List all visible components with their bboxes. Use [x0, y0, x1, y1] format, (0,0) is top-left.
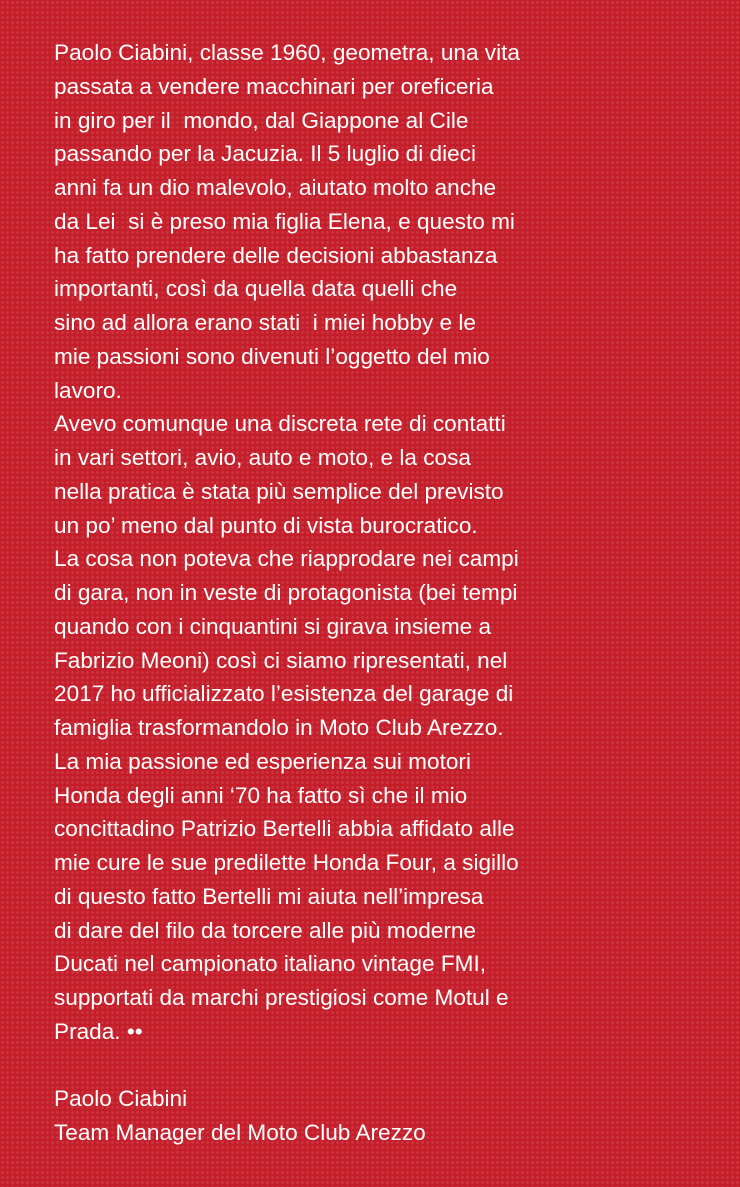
text-line: famiglia trasformandolo in Moto Club Arezzo. [54, 715, 504, 740]
text-line: Honda degli anni ‘70 ha fatto sì che il mio [54, 782, 468, 808]
text-line: Paolo Ciabini, classe 1960, geometra, una vita [54, 40, 520, 65]
text-line: mie cure le sue predilette Honda Four, a sigillo [54, 850, 519, 875]
text-line: Avevo comunque una discreta rete di contatti [54, 411, 506, 437]
text-line: in giro per il mondo, dal Giappone al Cile [54, 107, 469, 133]
text-line: di dare del filo da torcere alle più moderne [54, 917, 477, 943]
text-line: Prada. •• [54, 1018, 143, 1044]
text-line: passando per la Jacuzia. Il 5 luglio di dieci [54, 141, 477, 167]
text-line: quando con i cinquantini si girava insieme a [54, 613, 492, 639]
text-line: passata a vendere macchinari per oreficeria [54, 73, 494, 99]
signature [54, 1082, 726, 1150]
text-line: da Lei si è preso mia figlia Elena, e questo mi [54, 208, 515, 234]
text-line: anni fa un dio malevolo, aiutato molto anche [54, 175, 497, 200]
signature-name: Paolo Ciabini [54, 1086, 188, 1112]
text-line: ha fatto prendere delle decisioni abbastanza [54, 242, 498, 268]
paragraph-spacer [54, 1049, 726, 1083]
text-line: La cosa non poteva che riapprodare nei campi [54, 546, 519, 572]
text-line: mie passioni sono divenuti l’oggetto del mio [54, 343, 490, 369]
text-line: di questo fatto Bertelli mi aiuta nell’impresa [54, 883, 484, 909]
text-line: importanti, così da quella data quelli che [54, 276, 458, 302]
text-line: supportati da marchi prestigiosi come Motul e [54, 985, 509, 1010]
text-line: nella pratica è stata più semplice del previsto [54, 478, 504, 504]
text-line: La mia passione ed esperienza sui motori [54, 748, 471, 774]
text-line: un po’ meno dal punto di vista burocratico. [54, 512, 478, 538]
text-line: in vari settori, avio, auto e moto, e la cosa [54, 445, 471, 470]
body-paragraph [54, 36, 726, 1049]
signature-role: Team Manager del Moto Club Arezzo [54, 1120, 426, 1145]
article-text [54, 36, 726, 1150]
text-line: Ducati nel campionato italiano vintage FMI, [54, 951, 487, 977]
text-line: 2017 ho ufficializzato l’esistenza del garage di [54, 681, 514, 707]
text-line: Fabrizio Meoni) così ci siamo ripresentati, nel [54, 647, 508, 673]
text-line: di gara, non in veste di protagonista (bei tempi [54, 580, 518, 605]
text-line: concittadino Patrizio Bertelli abbia affidato alle [54, 816, 515, 842]
text-line: lavoro. [54, 377, 122, 403]
text-line: sino ad allora erano stati i miei hobby e le [54, 310, 476, 335]
